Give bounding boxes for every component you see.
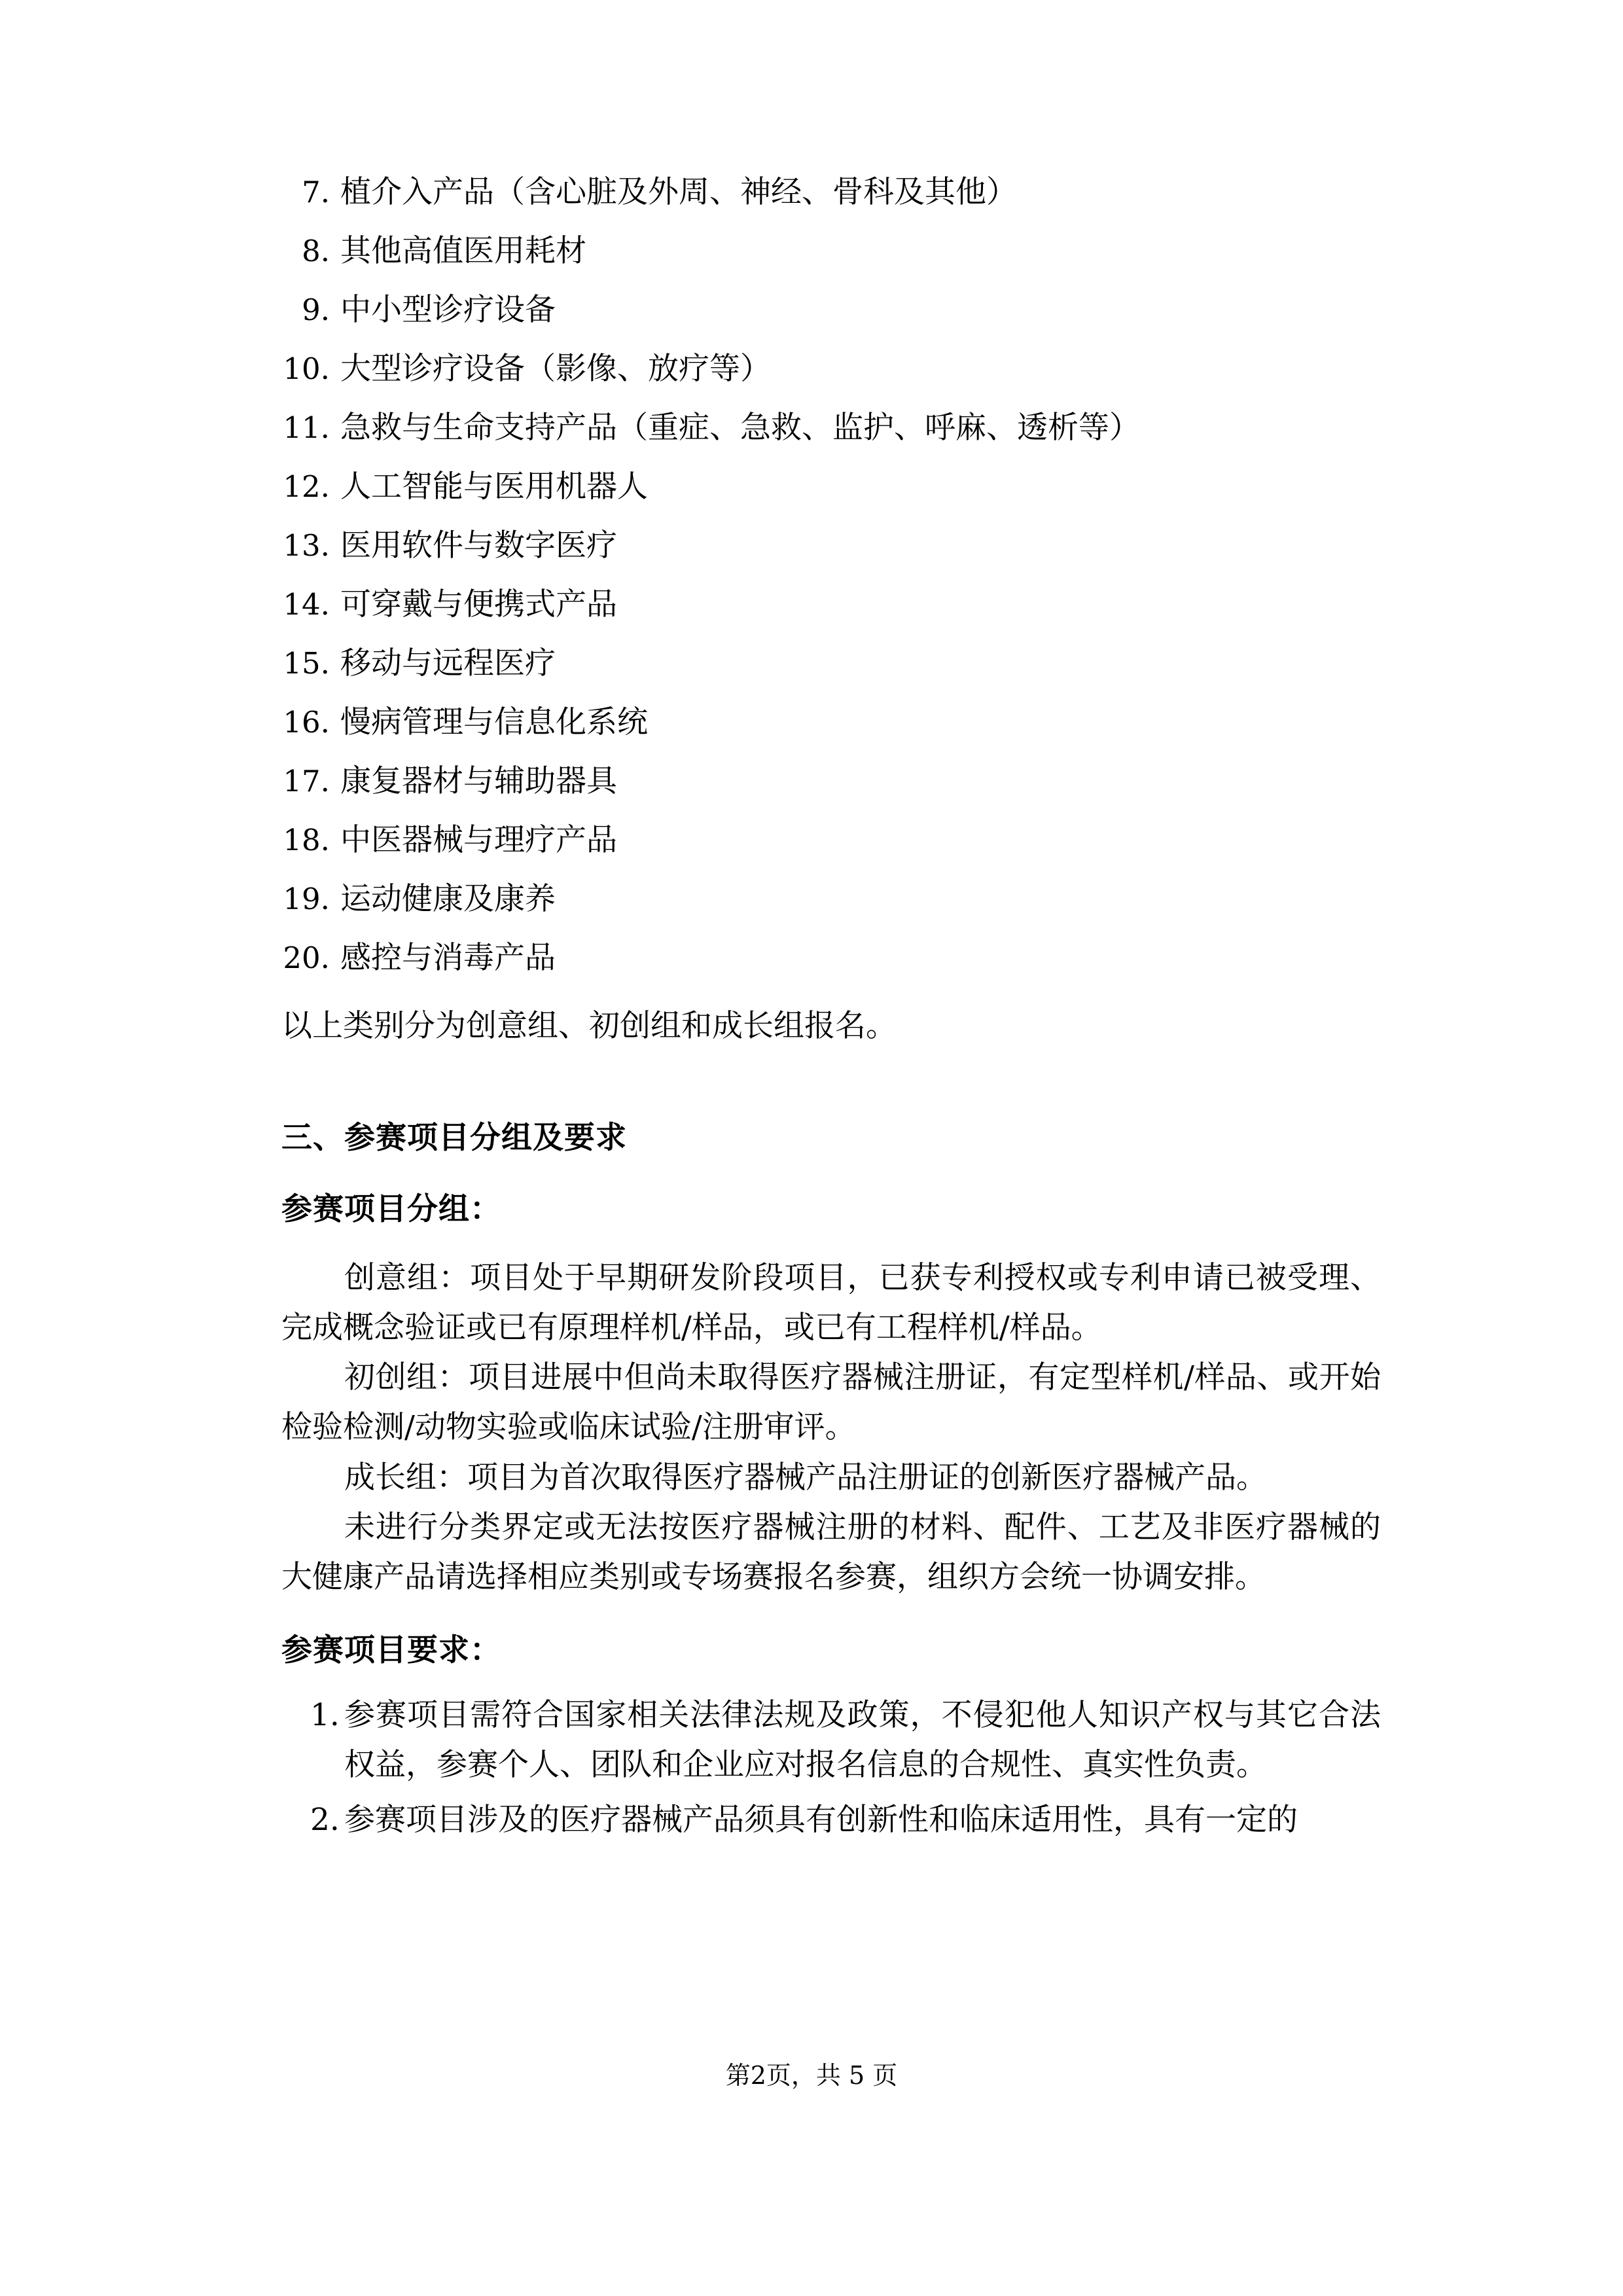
list-item-number: 20. [283,941,330,975]
list-item [281,881,1381,917]
requirement-number: 2. [310,1802,340,1839]
list-item-number: 15. [283,646,330,681]
list-item-number: 18. [283,823,330,857]
list-item [281,174,1381,210]
list-item-label: 康复器材与辅助器具 [340,763,617,799]
list-item-number: 14. [283,587,330,622]
list-item-number: 8. [302,234,330,268]
group-paragraph: 初创组：项目进展中但尚未取得医疗器械注册证，有定型样机/样品、或开始检验检测/动物实验或临床试验/注册审评。 [281,1359,1381,1446]
categories-note: 以上类别分为创意组、初创组和成长组报名。 [281,1008,897,1044]
group-paragraph: 成长组：项目为首次取得医疗器械产品注册证的创新医疗器械产品。 [344,1459,1267,1496]
list-item-number: 10. [283,351,330,386]
page-content [281,174,1381,1850]
list-item-number: 19. [283,882,330,916]
requirement-text: 参赛项目涉及的医疗器械产品须具有创新性和临床适用性，具有一定的 [344,1802,1298,1839]
list-item-label: 运动健康及康养 [340,881,556,917]
list-item-number: 16. [283,705,330,740]
group-paragraphs [281,1253,1381,1602]
list-item-label: 可穿戴与便携式产品 [340,586,617,622]
list-item-label: 中医器械与理疗产品 [340,822,617,858]
list-item [281,351,1381,387]
list-item [281,940,1381,976]
list-item [281,822,1381,858]
list-item-number: 7. [302,175,330,209]
list-item-label: 慢病管理与信息化系统 [340,704,648,740]
requirement-item [281,1795,1381,1845]
requirement-number: 1. [310,1696,340,1733]
grouping-heading: 参赛项目分组： [281,1191,501,1227]
requirement-text: 参赛项目需符合国家相关法律法规及政策，不侵犯他人知识产权与其它合法权益，参赛个人、团队和企业应对报名信息的合规性、真实性负责。 [344,1696,1381,1783]
list-item-number: 9. [302,293,330,327]
list-item-number: 13. [283,528,330,563]
list-item-label: 大型诊疗设备（影像、放疗等） [340,351,771,387]
list-item [281,586,1381,622]
list-item-label: 医用软件与数字医疗 [340,528,617,564]
list-item [281,292,1381,328]
requirement-item [281,1691,1381,1790]
list-item-label: 其他高值医用耗材 [340,233,586,269]
list-item-label: 人工智能与医用机器人 [340,469,648,505]
list-item-label: 急救与生命支持产品（重症、急救、监护、呼麻、透析等） [340,410,1140,446]
list-item [281,704,1381,740]
list-item [281,645,1381,681]
list-item-number: 12. [283,469,330,504]
list-item [281,469,1381,505]
section-heading: 三、参赛项目分组及要求 [281,1120,627,1156]
category-list [281,174,1381,976]
group-paragraph: 创意组：项目处于早期研发阶段项目，已获专利授权或专利申请已被受理、完成概念验证或已有原理样机/样品，或已有工程样机/样品。 [281,1260,1381,1346]
list-item [281,763,1381,799]
list-item [281,410,1381,446]
list-item-label: 移动与远程医疗 [340,645,556,681]
page-footer: 第2页，共 5 页 [725,2061,898,2090]
list-item-number: 11. [283,410,330,445]
group-paragraph: 未进行分类界定或无法按医疗器械注册的材料、配件、工艺及非医疗器械的大健康产品请选择相应类别或专场赛报名参赛，组织方会统一协调安排。 [281,1509,1381,1595]
list-item-label: 植介入产品（含心脏及外周、神经、骨科及其他） [340,174,1017,210]
requirements-list [281,1691,1381,1845]
requirements-heading: 参赛项目要求： [281,1632,501,1668]
list-item [281,528,1381,564]
list-item-label: 感控与消毒产品 [340,940,556,976]
list-item [281,233,1381,269]
list-item-label: 中小型诊疗设备 [340,292,556,328]
list-item-number: 17. [283,764,330,798]
